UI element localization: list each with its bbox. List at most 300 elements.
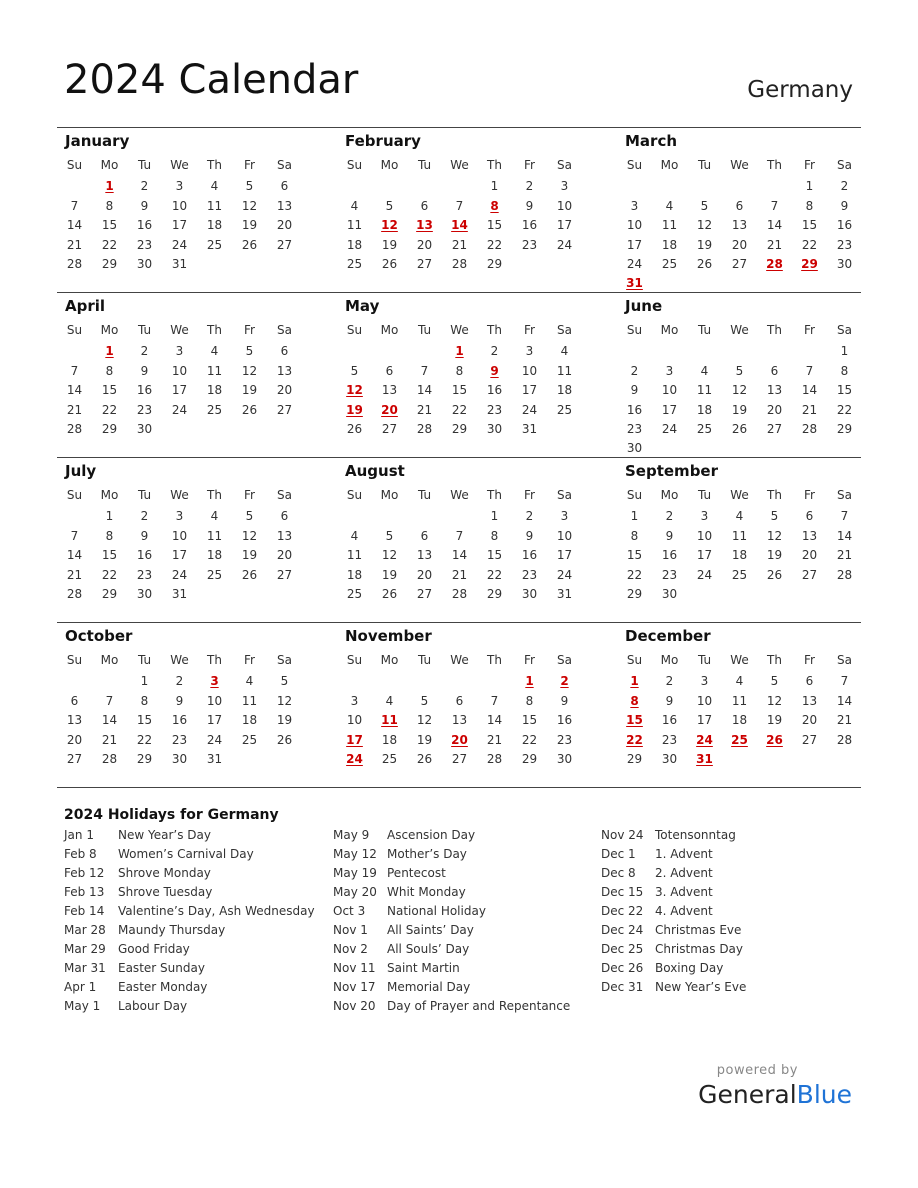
month-name: December <box>625 627 711 645</box>
day-cell: 6 <box>805 674 814 688</box>
holiday-name: Good Friday <box>118 942 190 956</box>
holiday-day: 9 <box>490 363 499 378</box>
day-cell: 29 <box>101 257 118 272</box>
day-cell: 13 <box>731 218 748 233</box>
day-cell: 12 <box>276 693 293 708</box>
weekday-header: Sa <box>837 653 852 667</box>
day-cell: 21 <box>451 567 468 582</box>
day-cell: 25 <box>346 257 363 272</box>
holiday-day: 2 <box>560 674 569 688</box>
day-cell: 20 <box>801 713 818 728</box>
weekday-header: Mo <box>660 323 679 337</box>
holiday-row <box>601 961 861 980</box>
divider <box>57 457 861 458</box>
day-cell: 14 <box>836 528 853 543</box>
weekday-header: Su <box>66 653 83 667</box>
day-cell: 27 <box>276 402 293 417</box>
day-cell: 14 <box>416 383 433 398</box>
day-cell: 15 <box>486 548 503 563</box>
holiday-name: Valentine’s Day, Ash Wednesday <box>118 904 315 918</box>
day-cell: 6 <box>805 509 814 523</box>
day-cell: 15 <box>101 218 118 233</box>
weekday-header: Th <box>767 653 782 667</box>
holiday-name: Christmas Eve <box>655 923 742 937</box>
holiday-date: May 9 <box>333 828 370 842</box>
day-cell: 21 <box>101 732 118 747</box>
day-cell: 16 <box>836 218 853 233</box>
weekday-header: Su <box>346 158 363 172</box>
holiday-name: Saint Martin <box>387 961 460 975</box>
day-cell: 23 <box>486 402 503 417</box>
day-cell: 10 <box>521 363 538 378</box>
day-cell: 1 <box>140 674 149 688</box>
weekday-header: Tu <box>697 158 712 172</box>
day-cell: 16 <box>486 383 503 398</box>
holiday-date: May 20 <box>333 885 377 899</box>
day-cell: 18 <box>731 548 748 563</box>
day-cell: 28 <box>801 422 818 437</box>
day-cell: 26 <box>696 257 713 272</box>
day-cell: 7 <box>840 674 849 688</box>
weekday-header: We <box>450 158 469 172</box>
day-cell: 24 <box>661 422 678 437</box>
weekday-header: Tu <box>137 158 152 172</box>
holiday-name: Shrove Tuesday <box>118 885 213 899</box>
day-cell: 23 <box>136 402 153 417</box>
day-cell: 22 <box>136 732 153 747</box>
day-cell: 4 <box>245 674 254 688</box>
weekday-header: We <box>170 323 189 337</box>
day-cell: 20 <box>66 732 83 747</box>
day-cell: 30 <box>136 422 153 437</box>
day-cell: 25 <box>206 237 223 252</box>
day-cell: 22 <box>801 237 818 252</box>
day-cell: 14 <box>766 218 783 233</box>
day-cell: 26 <box>766 567 783 582</box>
weekday-header: Sa <box>277 488 292 502</box>
holiday-name: All Saints’ Day <box>387 923 474 937</box>
day-cell: 21 <box>801 402 818 417</box>
holiday-date: Dec 15 <box>601 885 644 899</box>
month-name: November <box>345 627 432 645</box>
holiday-row <box>64 980 324 999</box>
day-cell: 13 <box>66 713 83 728</box>
day-cell: 27 <box>451 752 468 767</box>
holiday-day: 13 <box>416 218 433 233</box>
day-cell: 18 <box>731 713 748 728</box>
weekday-header: Mo <box>380 158 399 172</box>
weekday-header: We <box>450 653 469 667</box>
day-cell: 16 <box>556 713 573 728</box>
day-cell: 18 <box>661 237 678 252</box>
day-cell: 8 <box>525 693 534 708</box>
day-cell: 10 <box>696 528 713 543</box>
day-cell: 9 <box>525 198 534 213</box>
holiday-row <box>64 866 324 885</box>
holiday-row <box>333 847 593 866</box>
day-cell: 24 <box>171 567 188 582</box>
holiday-day: 26 <box>766 732 783 747</box>
day-cell: 18 <box>696 402 713 417</box>
holiday-name: New Year’s Eve <box>655 980 747 994</box>
day-cell: 30 <box>556 752 573 767</box>
day-cell: 11 <box>346 548 363 563</box>
month-name: March <box>625 132 678 150</box>
day-cell: 2 <box>490 344 499 358</box>
weekday-header: Sa <box>837 488 852 502</box>
day-cell: 17 <box>171 218 188 233</box>
day-cell: 23 <box>661 732 678 747</box>
day-cell: 29 <box>836 422 853 437</box>
day-cell: 20 <box>276 548 293 563</box>
day-cell: 29 <box>101 422 118 437</box>
day-cell: 24 <box>171 402 188 417</box>
holiday-date: May 19 <box>333 866 377 880</box>
day-cell: 9 <box>140 528 149 543</box>
day-cell: 20 <box>731 237 748 252</box>
weekday-header: Tu <box>417 653 432 667</box>
day-cell: 19 <box>381 567 398 582</box>
day-cell: 8 <box>805 198 814 213</box>
weekday-header: Su <box>626 488 643 502</box>
holiday-name: Shrove Monday <box>118 866 211 880</box>
weekday-header: Th <box>207 488 222 502</box>
holiday-row <box>601 942 861 961</box>
day-cell: 8 <box>630 528 639 543</box>
day-cell: 13 <box>416 548 433 563</box>
holiday-name: Totensonntag <box>655 828 736 842</box>
holiday-row <box>333 923 593 942</box>
day-cell: 8 <box>140 693 149 708</box>
day-cell: 18 <box>381 732 398 747</box>
day-cell: 20 <box>416 237 433 252</box>
weekday-header: Tu <box>137 653 152 667</box>
holiday-day: 22 <box>626 732 643 747</box>
holiday-row <box>64 999 324 1018</box>
day-cell: 24 <box>171 237 188 252</box>
holiday-day: 19 <box>346 402 363 417</box>
weekday-header: Su <box>626 158 643 172</box>
day-cell: 14 <box>801 383 818 398</box>
day-cell: 23 <box>136 237 153 252</box>
day-cell: 26 <box>416 752 433 767</box>
holiday-day: 31 <box>626 276 643 290</box>
holiday-row <box>64 847 324 866</box>
holiday-day: 15 <box>626 713 643 728</box>
day-cell: 5 <box>385 198 394 213</box>
day-cell: 6 <box>385 363 394 378</box>
day-cell: 9 <box>665 693 674 708</box>
divider <box>57 292 861 293</box>
day-cell: 23 <box>521 237 538 252</box>
holiday-row <box>601 980 861 999</box>
day-cell: 7 <box>420 363 429 378</box>
day-cell: 27 <box>276 237 293 252</box>
weekday-header: Mo <box>100 653 119 667</box>
holiday-name: 2. Advent <box>655 866 713 880</box>
holiday-row <box>64 923 324 942</box>
day-cell: 21 <box>66 402 83 417</box>
day-cell: 6 <box>280 344 289 358</box>
day-cell: 20 <box>766 402 783 417</box>
weekday-header: Sa <box>557 158 572 172</box>
holidays-title: 2024 Holidays for Germany <box>64 807 279 823</box>
day-cell: 13 <box>276 528 293 543</box>
holiday-row <box>333 904 593 923</box>
holiday-date: Feb 8 <box>64 847 97 861</box>
day-cell: 12 <box>241 528 258 543</box>
day-cell: 29 <box>136 752 153 767</box>
weekday-header: Tu <box>697 653 712 667</box>
holiday-day: 11 <box>381 713 398 728</box>
divider <box>57 622 861 623</box>
weekday-header: Fr <box>524 323 535 337</box>
holiday-row <box>601 847 861 866</box>
day-cell: 4 <box>560 344 569 358</box>
day-cell: 22 <box>451 402 468 417</box>
day-cell: 14 <box>101 713 118 728</box>
day-cell: 4 <box>385 693 394 708</box>
holiday-row <box>333 828 593 847</box>
weekday-header: Sa <box>277 653 292 667</box>
day-cell: 16 <box>136 218 153 233</box>
day-cell: 15 <box>486 218 503 233</box>
weekday-header: We <box>450 323 469 337</box>
day-cell: 10 <box>346 713 363 728</box>
holiday-column <box>601 828 861 999</box>
day-cell: 21 <box>766 237 783 252</box>
day-cell: 4 <box>350 198 359 213</box>
day-cell: 1 <box>630 509 639 523</box>
day-cell: 3 <box>350 693 359 708</box>
weekday-header: Sa <box>557 488 572 502</box>
day-cell: 11 <box>556 363 573 378</box>
day-cell: 14 <box>451 548 468 563</box>
day-cell: 21 <box>66 567 83 582</box>
holiday-row <box>601 885 861 904</box>
day-cell: 30 <box>171 752 188 767</box>
holiday-day: 17 <box>346 732 363 747</box>
day-cell: 22 <box>101 237 118 252</box>
day-cell: 2 <box>175 674 184 688</box>
day-cell: 11 <box>696 383 713 398</box>
day-cell: 5 <box>770 509 779 523</box>
day-cell: 24 <box>556 237 573 252</box>
day-cell: 7 <box>490 693 499 708</box>
holiday-row <box>333 942 593 961</box>
weekday-header: Mo <box>380 323 399 337</box>
day-cell: 4 <box>210 509 219 523</box>
day-cell: 5 <box>245 179 254 193</box>
holiday-date: Nov 11 <box>333 961 376 975</box>
holiday-row <box>333 999 593 1018</box>
day-cell: 31 <box>171 587 188 602</box>
day-cell: 15 <box>101 383 118 398</box>
weekday-header: Fr <box>524 653 535 667</box>
day-cell: 28 <box>66 422 83 437</box>
holiday-day: 8 <box>630 693 639 708</box>
day-cell: 25 <box>661 257 678 272</box>
day-cell: 1 <box>105 509 114 523</box>
holiday-day: 24 <box>346 752 363 767</box>
holiday-day: 20 <box>451 732 468 747</box>
day-cell: 15 <box>836 383 853 398</box>
weekday-header: Mo <box>660 488 679 502</box>
day-cell: 5 <box>700 198 709 213</box>
day-cell: 14 <box>66 383 83 398</box>
holiday-name: Mother’s Day <box>387 847 467 861</box>
day-cell: 14 <box>66 218 83 233</box>
day-cell: 11 <box>241 693 258 708</box>
weekday-header: Mo <box>100 323 119 337</box>
day-cell: 25 <box>206 567 223 582</box>
brand-general: General <box>698 1080 797 1109</box>
day-cell: 23 <box>521 567 538 582</box>
month-name: January <box>65 132 130 150</box>
day-cell: 17 <box>171 383 188 398</box>
day-cell: 15 <box>101 548 118 563</box>
day-cell: 2 <box>525 179 534 193</box>
day-cell: 3 <box>175 179 184 193</box>
month-name: May <box>345 297 380 315</box>
weekday-header: Fr <box>244 653 255 667</box>
day-cell: 6 <box>280 509 289 523</box>
weekday-header: Tu <box>417 488 432 502</box>
day-cell: 16 <box>521 218 538 233</box>
day-cell: 19 <box>241 548 258 563</box>
holiday-row <box>333 980 593 999</box>
weekday-header: Fr <box>244 488 255 502</box>
weekday-header: Fr <box>804 653 815 667</box>
day-cell: 20 <box>416 567 433 582</box>
holiday-row <box>601 904 861 923</box>
day-cell: 21 <box>486 732 503 747</box>
day-cell: 27 <box>766 422 783 437</box>
day-cell: 24 <box>556 567 573 582</box>
day-cell: 12 <box>241 198 258 213</box>
day-cell: 24 <box>521 402 538 417</box>
day-cell: 3 <box>700 674 709 688</box>
day-cell: 7 <box>805 363 814 378</box>
day-cell: 8 <box>105 198 114 213</box>
day-cell: 21 <box>66 237 83 252</box>
day-cell: 19 <box>766 548 783 563</box>
day-cell: 13 <box>451 713 468 728</box>
day-cell: 25 <box>696 422 713 437</box>
day-cell: 6 <box>735 198 744 213</box>
holiday-date: May 12 <box>333 847 377 861</box>
day-cell: 2 <box>140 179 149 193</box>
day-cell: 4 <box>700 363 709 378</box>
holiday-row <box>64 828 324 847</box>
day-cell: 19 <box>276 713 293 728</box>
weekday-header: Su <box>346 488 363 502</box>
day-cell: 10 <box>626 218 643 233</box>
month-name: July <box>65 462 97 480</box>
day-cell: 11 <box>731 693 748 708</box>
weekday-header: We <box>170 488 189 502</box>
day-cell: 8 <box>105 528 114 543</box>
day-cell: 14 <box>486 713 503 728</box>
weekday-header: Fr <box>524 488 535 502</box>
day-cell: 24 <box>696 567 713 582</box>
day-cell: 25 <box>731 567 748 582</box>
day-cell: 6 <box>455 693 464 708</box>
holiday-date: Mar 28 <box>64 923 106 937</box>
holiday-date: May 1 <box>64 999 101 1013</box>
day-cell: 2 <box>665 509 674 523</box>
day-cell: 15 <box>451 383 468 398</box>
day-cell: 18 <box>206 383 223 398</box>
month-name: August <box>345 462 405 480</box>
holiday-date: Dec 22 <box>601 904 644 918</box>
weekday-header: Mo <box>100 488 119 502</box>
day-cell: 9 <box>840 198 849 213</box>
day-cell: 10 <box>696 693 713 708</box>
weekday-header: Tu <box>417 323 432 337</box>
weekday-header: Su <box>66 323 83 337</box>
day-cell: 10 <box>171 528 188 543</box>
day-cell: 11 <box>206 363 223 378</box>
day-cell: 19 <box>696 237 713 252</box>
holiday-row <box>64 885 324 904</box>
day-cell: 30 <box>626 441 643 455</box>
day-cell: 29 <box>486 257 503 272</box>
brand-blue: Blue <box>796 1080 852 1109</box>
holiday-row <box>601 828 861 847</box>
holiday-row <box>64 942 324 961</box>
day-cell: 20 <box>276 383 293 398</box>
day-cell: 19 <box>381 237 398 252</box>
day-cell: 2 <box>665 674 674 688</box>
day-cell: 25 <box>241 732 258 747</box>
day-cell: 26 <box>381 587 398 602</box>
day-cell: 5 <box>350 363 359 378</box>
day-cell: 11 <box>206 528 223 543</box>
day-cell: 2 <box>630 363 639 378</box>
weekday-header: Tu <box>137 323 152 337</box>
weekday-header: Su <box>346 323 363 337</box>
brand-logo <box>698 1080 852 1109</box>
holiday-day: 20 <box>381 402 398 417</box>
weekday-header: Fr <box>804 323 815 337</box>
weekday-header: Fr <box>804 158 815 172</box>
day-cell: 2 <box>140 344 149 358</box>
day-cell: 10 <box>661 383 678 398</box>
day-cell: 8 <box>455 363 464 378</box>
holiday-name: Easter Sunday <box>118 961 205 975</box>
day-cell: 11 <box>661 218 678 233</box>
day-cell: 7 <box>455 198 464 213</box>
day-cell: 3 <box>175 509 184 523</box>
day-cell: 1 <box>490 179 499 193</box>
day-cell: 14 <box>66 548 83 563</box>
day-cell: 27 <box>276 567 293 582</box>
holiday-name: Memorial Day <box>387 980 471 994</box>
country-name: Germany <box>747 77 853 103</box>
holiday-row <box>333 866 593 885</box>
day-cell: 25 <box>206 402 223 417</box>
day-cell: 1 <box>490 509 499 523</box>
day-cell: 6 <box>420 528 429 543</box>
holiday-date: Feb 13 <box>64 885 105 899</box>
weekday-header: We <box>730 323 749 337</box>
holiday-date: Oct 3 <box>333 904 366 918</box>
holiday-day: 29 <box>801 257 818 272</box>
holiday-name: Day of Prayer and Repentance <box>387 999 571 1013</box>
holiday-day: 28 <box>766 257 783 272</box>
day-cell: 17 <box>696 548 713 563</box>
